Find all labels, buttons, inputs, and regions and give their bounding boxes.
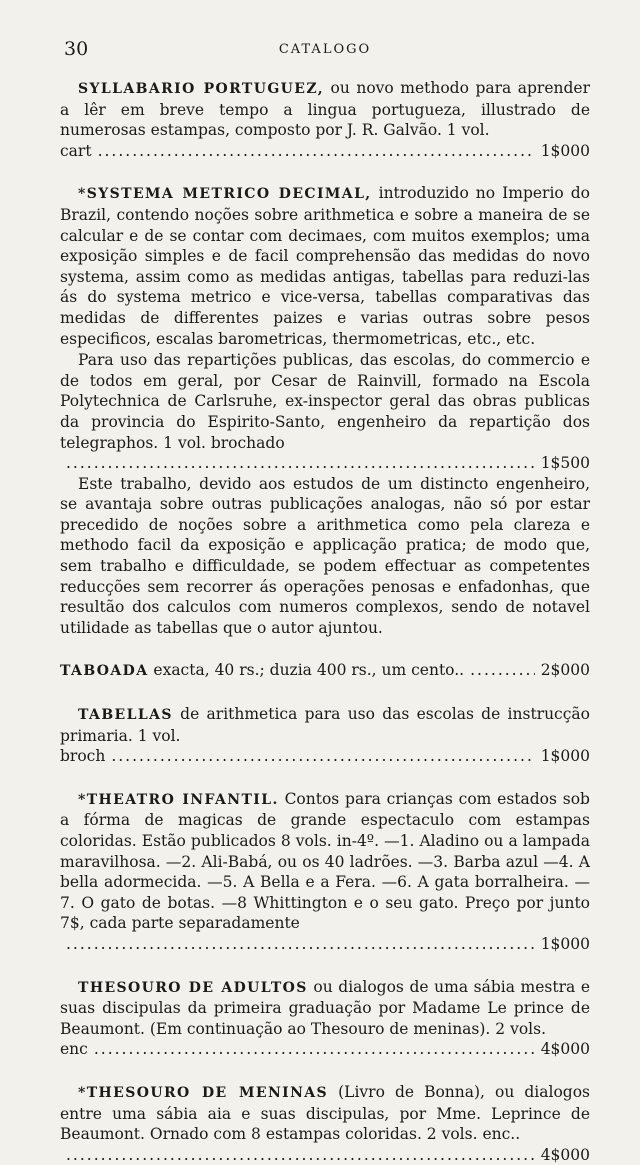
entry-text	[60, 977, 590, 1040]
entry-price: 2$000	[540, 661, 590, 680]
leader-dots	[66, 453, 535, 474]
entry-text	[60, 1082, 590, 1145]
entry-binding: cart	[60, 141, 92, 160]
leader-dots	[98, 141, 535, 162]
entry-body: ou novo methodo para aprender a lêr em breve tempo a lingua portugueza, illustrado de numerosas estampas, composto por J. R. Galvão. 1 vol.	[60, 79, 590, 140]
entry-text-usage	[60, 350, 590, 453]
entry-heading: SYLLABARIO PORTUGUEZ,	[78, 81, 325, 97]
price-line	[60, 934, 590, 955]
catalog-entry-syllabario	[60, 78, 590, 161]
entry-price: 4$000	[540, 1040, 590, 1059]
entry-body: Contos para crianças com estados sob a fórma de magicas de grande espectaculo com estampas coloridas. Estão publicados 8 vols. in-4º. —1. Aladino ou a lampada maravilhosa. —2. Ali-Babá, ou os 40 ladrões. —3. Barba azul —4. A bella adormecida. —5. A Bella e a Fera. —6. A gata borralheira. —7. O gato de botas. —8 Whittington e o seu gato. Preço por junto 7$, cada parte separadamente	[60, 789, 590, 933]
entry-body: de arithmetica para uso das escolas de instrucção primaria. 1 vol.	[60, 705, 590, 745]
entry-price: 1$000	[540, 934, 590, 953]
entry-text	[60, 183, 590, 349]
entry-body-usage: Para uso das repartições publicas, das escolas, do commercio e de todos em geral, por Cesar de Rainvill, formado na Escola Polytechnica de Carlsruhe, ex-inspector geral das obras publicas da provincia do Espirito-Santo, engenheiro da repartição dos telegraphos. 1 vol. brochado	[60, 351, 590, 452]
entry-body: (Livro de Bonna), ou dialogos entre uma sábia aia e suas discipulas, por Mme. Leprince de Beaumont. Ornado com 8 estampas coloridas. 2 vols. enc..	[60, 1082, 590, 1144]
leader-dots	[66, 1145, 535, 1165]
entry-body: introduzido no Imperio do Brazil, contendo noções sobre arithmetica e sobre a maneira de se calcular e de se contar com decimaes, com muitos exemplos; uma exposição simples e de facil comprehensão das medidas do novo systema, assim como as medidas antigas, tabellas para reduzi-las ás do systema metrico e vice-versa, tabellas comparativas das medidas de differentes paizes e varias outras sobre pesos especificos, escalas barometricas, thermometricas, etc., etc.	[60, 184, 591, 348]
entry-body: exacta, 40 rs.; duzia 400 rs., um cento..	[153, 661, 465, 680]
entry-text-review	[60, 474, 590, 639]
entry-binding: broch	[60, 747, 106, 766]
price-line	[60, 660, 590, 682]
catalog-entry-theatro-infantil	[60, 789, 590, 955]
entry-price: 1$000	[540, 747, 590, 766]
entry-text	[60, 704, 590, 746]
catalog-entry-systema-metrico	[60, 183, 590, 638]
entry-text	[60, 78, 590, 141]
entry-heading: *THESOURO DE MENINAS	[78, 1084, 329, 1101]
entry-heading: TABOADA	[60, 663, 149, 680]
entry-price: 1$000	[540, 141, 590, 160]
catalog-entry-thesouro-adultos	[60, 977, 590, 1060]
entry-heading: *THEATRO INFANTIL.	[78, 791, 279, 808]
entry-text	[60, 660, 464, 682]
leader-dots	[66, 934, 535, 955]
leader-dots	[470, 660, 535, 681]
price-line	[60, 453, 590, 474]
price-line	[60, 1039, 590, 1060]
price-line	[60, 746, 590, 767]
entry-price: 4$000	[540, 1145, 590, 1164]
catalog-entry-taboada	[60, 660, 590, 682]
catalog-entry-thesouro-meninas	[60, 1082, 590, 1165]
entry-heading: *SYSTEMA METRICO DECIMAL,	[78, 186, 372, 203]
price-line	[60, 141, 590, 162]
running-title: CATALOGO	[278, 42, 372, 57]
leader-dots	[111, 746, 534, 767]
price-line	[60, 1145, 590, 1165]
entry-price: 1$500	[540, 454, 590, 473]
entry-body: ou dialogos de uma sábia mestra e suas discipulas da primeira graduação por Madame Le prince de Beaumont. (Em continuação ao Thesouro de meninas). 2 vols.	[60, 977, 591, 1038]
leader-dots	[94, 1039, 535, 1060]
catalog-entry-tabellas	[60, 704, 590, 767]
entry-binding: enc	[60, 1040, 88, 1059]
entry-text	[60, 789, 590, 934]
entry-heading: THESOURO DE ADULTOS	[78, 979, 308, 996]
entry-heading: TABELLAS	[78, 707, 173, 724]
page-number: 30	[64, 38, 89, 60]
page-header	[60, 38, 590, 64]
entry-body-review: Este trabalho, devido aos estudos de um distincto engenheiro, se avantaja sobre outras publicações analogas, não só por estar precedido de noções sobre a arithmetica como pela clareza e methodo facil da exposição e applicação pratica; de modo que, sem trabalho e difficuldade, se podem effectuar as competentes reducções sem recorrer ás operações penosas e enfadonhas, que resultão dos calculos com numeros complexos, sendo de notavel utilidade as tabellas que o autor ajuntou.	[60, 474, 590, 637]
